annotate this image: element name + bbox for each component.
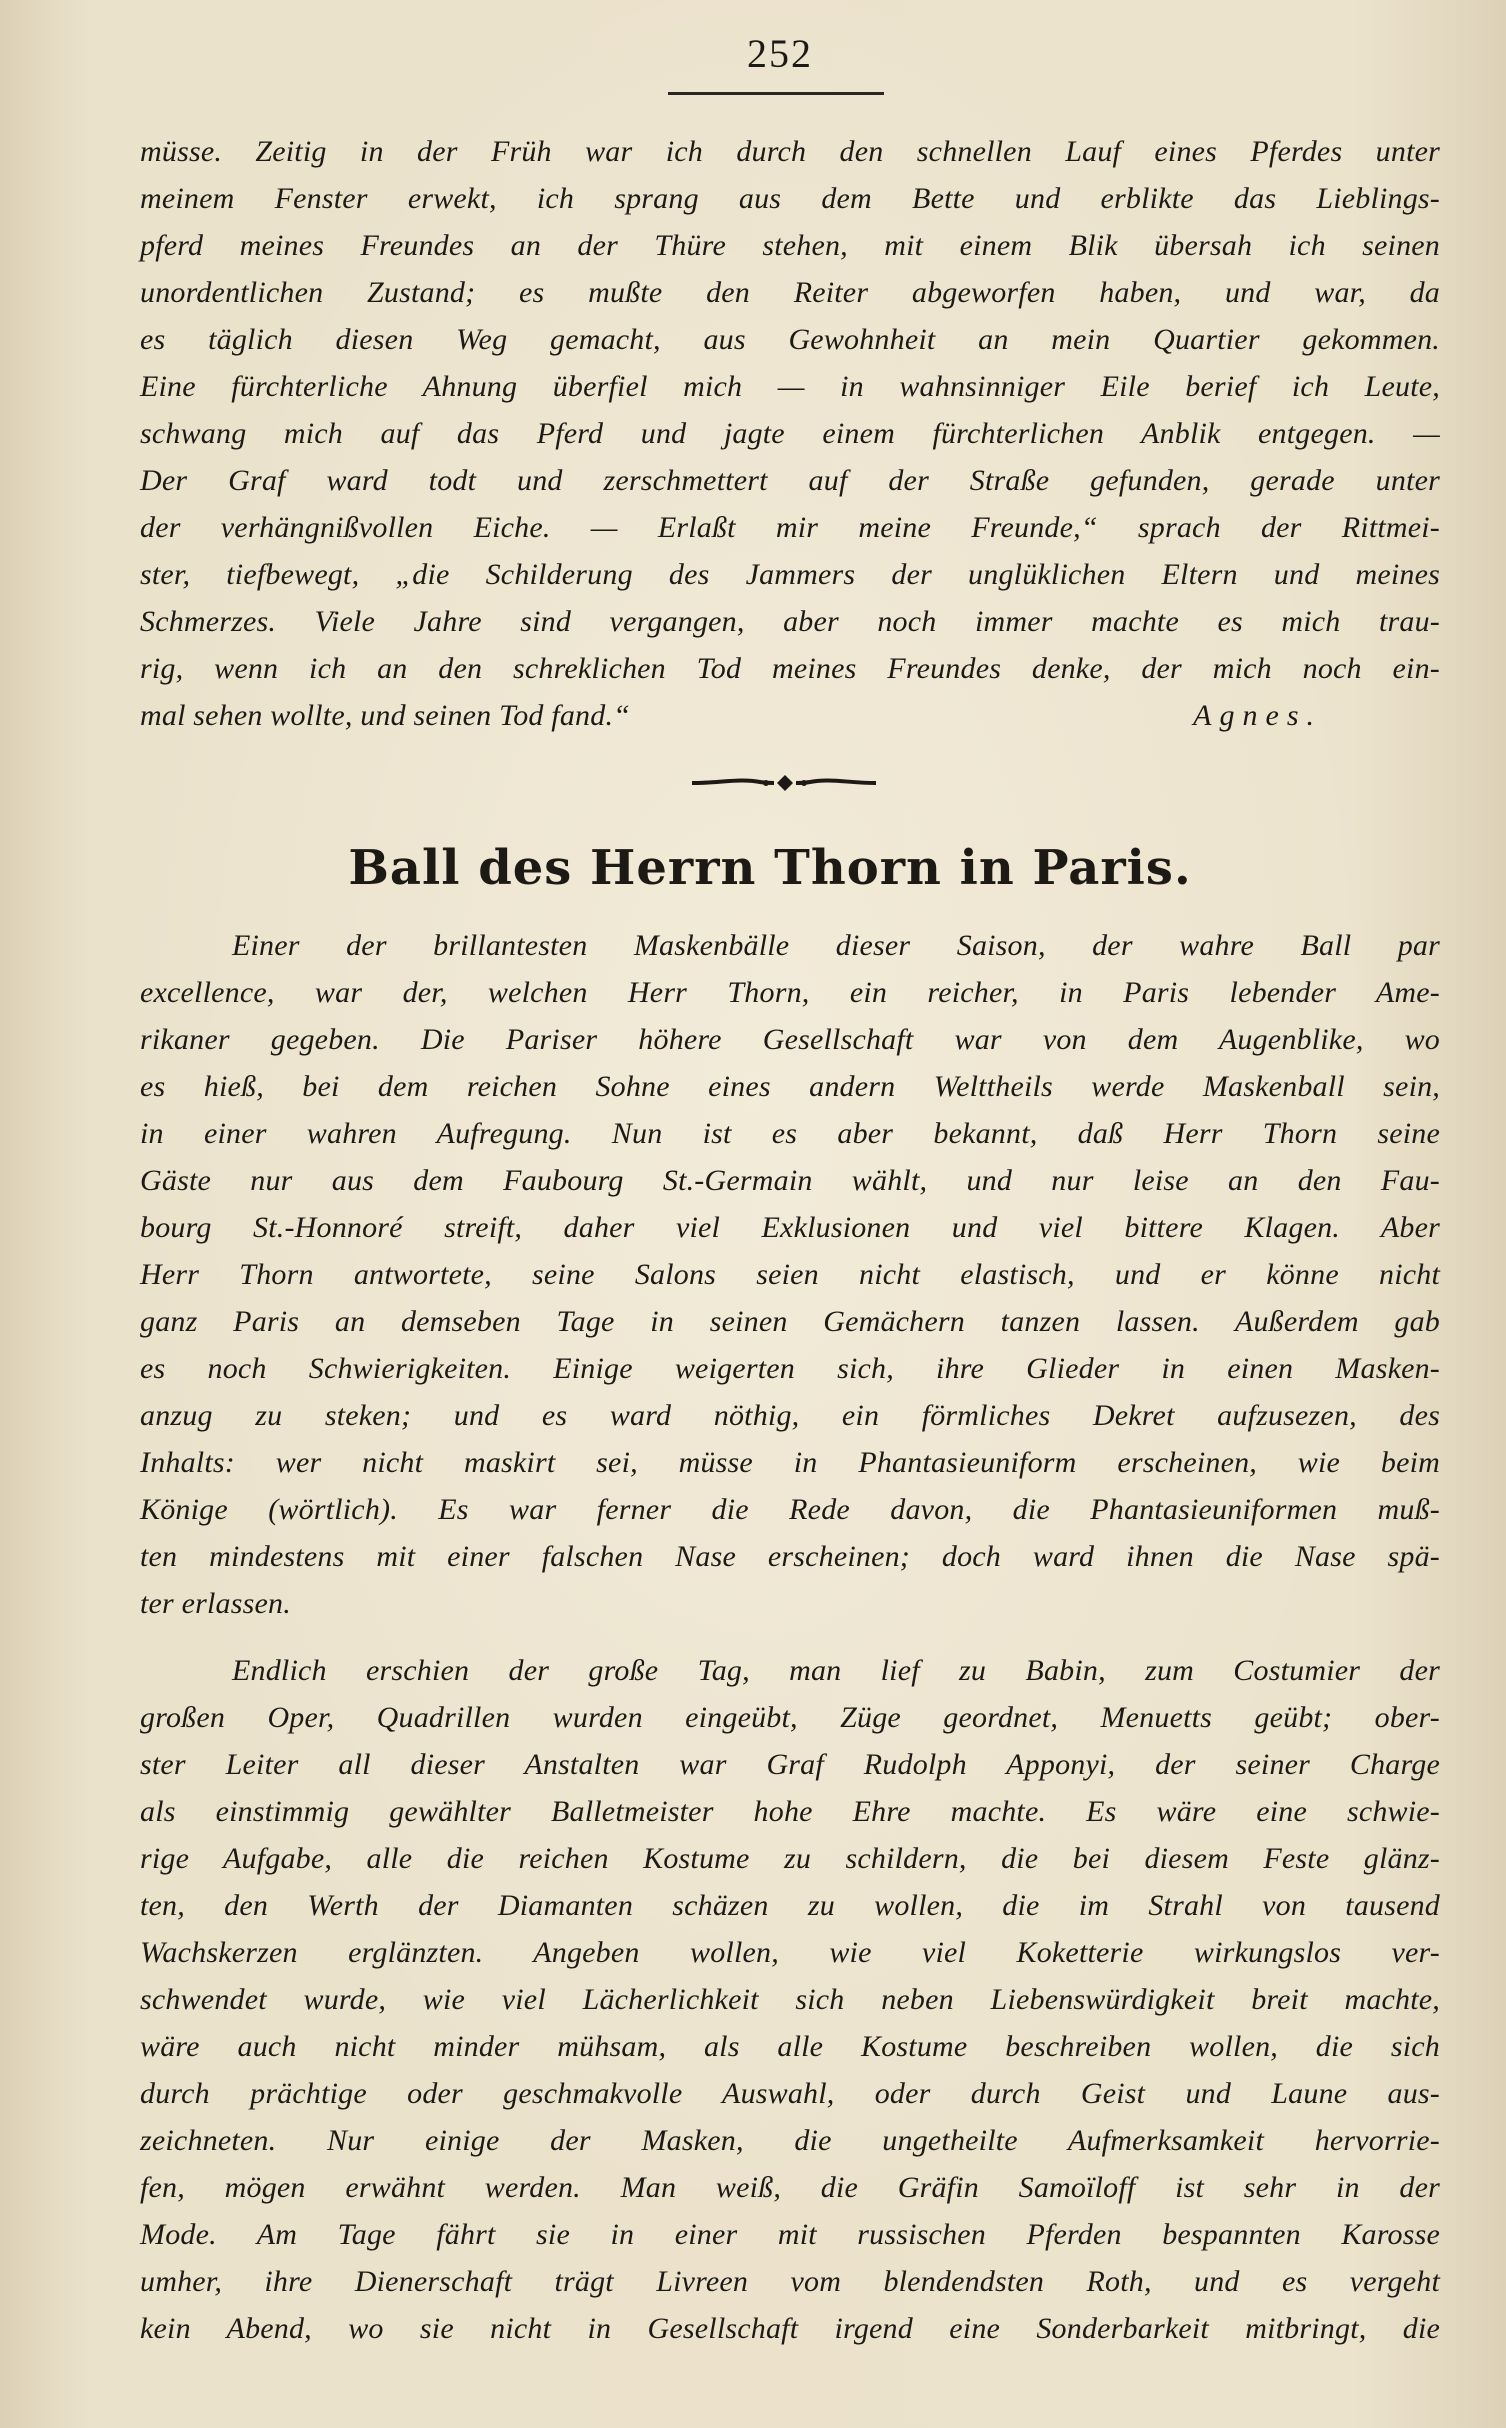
text-line: wäre auch nicht minder mühsam, als alle Kostume beschreiben wollen, die sich xyxy=(140,2030,1440,2063)
text-line: ter erlassen. xyxy=(140,1587,291,1620)
text-line: meinem Fenster erwekt, ich sprang aus dem Bette und erblikte das Lieblings- xyxy=(140,182,1440,215)
text-line: als einstimmig gewählter Balletmeister hohe Ehre machte. Es wäre eine schwie- xyxy=(140,1795,1440,1828)
text-line: es täglich diesen Weg gemacht, aus Gewohnheit an mein Quartier gekommen. xyxy=(140,323,1440,356)
article-paragraph-2 xyxy=(140,1647,1440,2352)
header-rule xyxy=(668,92,884,95)
text-line: Schmerzes. Viele Jahre sind vergangen, aber noch immer machte es mich trau- xyxy=(140,605,1440,638)
text-line: großen Oper, Quadrillen wurden eingeübt, Züge geordnet, Menuetts geübt; ober- xyxy=(140,1701,1440,1734)
text-line: Könige (wörtlich). Es war ferner die Rede davon, die Phantasieuniformen muß- xyxy=(140,1493,1440,1526)
text-line: bourg St.-Honnoré streift, daher viel Exklusionen und viel bittere Klagen. Aber xyxy=(140,1211,1440,1244)
author-signature: Agnes. xyxy=(1193,699,1322,732)
article-paragraph-1 xyxy=(140,922,1440,1627)
text-line: kein Abend, wo sie nicht in Gesellschaft irgend eine Sonderbarkeit mitbringt, die xyxy=(140,2312,1440,2345)
text-line: Eine fürchterliche Ahnung überfiel mich — in wahnsinniger Eile berief ich Leute, xyxy=(140,370,1440,403)
text-line: durch prächtige oder geschmakvolle Auswahl, oder durch Geist und Laune aus- xyxy=(140,2077,1440,2110)
text-line: umher, ihre Dienerschaft trägt Livreen vom blendendsten Roth, und es vergeht xyxy=(140,2265,1440,2298)
text-line: Herr Thorn antwortete, seine Salons seien nicht elastisch, und er könne nicht xyxy=(140,1258,1440,1291)
article-title: Ball des Herrn Thorn in Paris. xyxy=(348,840,1192,896)
page-number: 252 xyxy=(747,31,813,76)
text-line: ster, tiefbewegt, „die Schilderung des Jammers der unglüklichen Eltern und meines xyxy=(140,558,1440,591)
text-line: ten mindestens mit einer falschen Nase erscheinen; doch ward ihnen die Nase spä- xyxy=(140,1540,1440,1573)
text-line: ten, den Werth der Diamanten schäzen zu wollen, die im Strahl von tausend xyxy=(140,1889,1440,1922)
text-line: der verhängnißvollen Eiche. — Erlaßt mir meine Freunde,“ sprach der Rittmei- xyxy=(140,511,1440,544)
text-line: in einer wahren Aufregung. Nun ist es aber bekannt, daß Herr Thorn seine xyxy=(140,1117,1440,1150)
previous-article-text xyxy=(140,128,1440,739)
text-line: Endlich erschien der große Tag, man lief zu Babin, zum Costumier der xyxy=(232,1654,1440,1687)
text-line: ster Leiter all dieser Anstalten war Graf Rudolph Apponyi, der seiner Charge xyxy=(140,1748,1440,1781)
text-line: es hieß, bei dem reichen Sohne eines andern Welttheils werde Maskenball sein, xyxy=(140,1070,1440,1103)
text-line: unordentlichen Zustand; es mußte den Reiter abgeworfen haben, und war, da xyxy=(140,276,1440,309)
text-line: rig, wenn ich an den schreklichen Tod meines Freundes denke, der mich noch ein- xyxy=(140,652,1440,685)
text-line: zeichneten. Nur einige der Masken, die ungetheilte Aufmerksamkeit hervorrie- xyxy=(140,2124,1440,2157)
text-line: rige Aufgabe, alle die reichen Kostume zu schildern, die bei diesem Feste glänz- xyxy=(140,1842,1440,1875)
text-line: anzug zu steken; und es ward nöthig, ein förmliches Dekret aufzusezen, des xyxy=(140,1399,1440,1432)
text-line: rikaner gegeben. Die Pariser höhere Gesellschaft war von dem Augenblike, wo xyxy=(140,1023,1440,1056)
text-line: mal sehen wollte, und seinen Tod fand.“ xyxy=(140,699,631,732)
text-line: Mode. Am Tage fährt sie in einer mit russischen Pferden bespannten Karosse xyxy=(140,2218,1440,2251)
final-line-with-signature xyxy=(140,692,1440,739)
text-line: schwendet wurde, wie viel Lächerlichkeit sich neben Liebenswürdigkeit breit machte, xyxy=(140,1983,1440,2016)
text-line: Der Graf ward todt und zerschmettert auf der Straße gefunden, gerade unter xyxy=(140,464,1440,497)
text-line: Wachskerzen erglänzten. Angeben wollen, wie viel Koketterie wirkungslos ver- xyxy=(140,1936,1440,1969)
text-line: pferd meines Freundes an der Thüre stehen, mit einem Blik übersah ich seinen xyxy=(140,229,1440,262)
text-line: Einer der brillantesten Maskenbälle dieser Saison, der wahre Ball par xyxy=(232,929,1440,962)
text-line: excellence, war der, welchen Herr Thorn, ein reicher, in Paris lebender Ame- xyxy=(140,976,1440,1009)
text-line: Inhalts: wer nicht maskirt sei, müsse in Phantasieuniform erscheinen, wie beim xyxy=(140,1446,1440,1479)
text-line: müsse. Zeitig in der Früh war ich durch den schnellen Lauf eines Pferdes unter xyxy=(140,135,1440,168)
text-line: schwang mich auf das Pferd und jagte einem fürchterlichen Anblik entgegen. — xyxy=(140,417,1440,450)
text-line: ganz Paris an demseben Tage in seinen Gemächern tanzen lassen. Außerdem gab xyxy=(140,1305,1440,1338)
text-line: es noch Schwierigkeiten. Einige weigerten sich, ihre Glieder in einen Masken- xyxy=(140,1352,1440,1385)
text-line: Gäste nur aus dem Faubourg St.-Germain wählt, und nur leise an den Fau- xyxy=(140,1164,1440,1197)
text-line: fen, mögen erwähnt werden. Man weiß, die Gräfin Samoïloff ist sehr in der xyxy=(140,2171,1440,2204)
ornament-divider-icon xyxy=(690,770,880,796)
